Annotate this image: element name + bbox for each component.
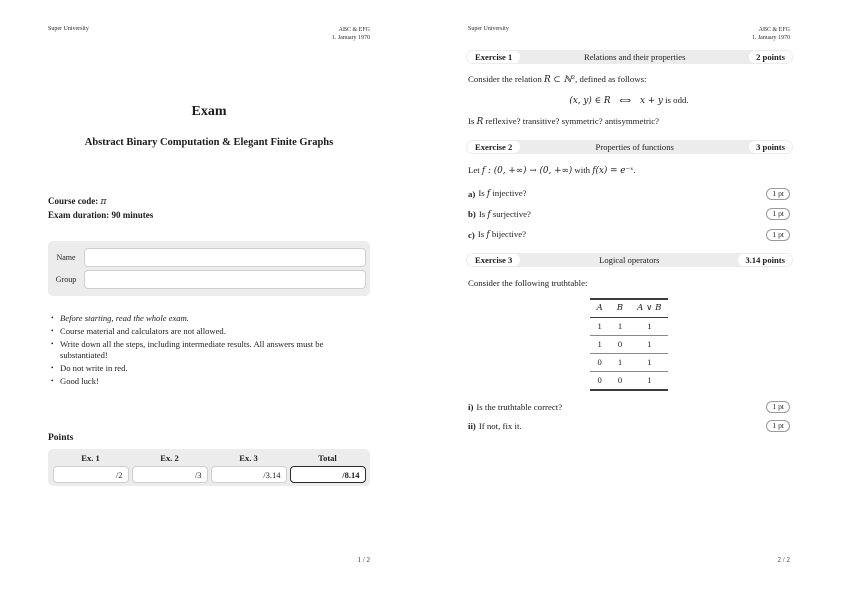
exam-duration-line: Exam duration: 90 minutes <box>48 210 154 221</box>
instruction-item: • Do not write in red. <box>48 363 370 375</box>
points-table <box>48 449 370 486</box>
question-text: If not, fix it. <box>478 421 522 432</box>
exercise-3-title: Logical operators <box>599 255 660 266</box>
points-score-box-ex2[interactable]: /3 <box>132 466 208 483</box>
page-number: 1 / 2 <box>357 556 370 564</box>
points-pill: 1 pt <box>766 188 790 200</box>
function-domain-math: f : (0, +∞) → (0, +∞) <box>481 166 573 177</box>
points-col-ex2 <box>132 452 208 483</box>
exercise-1-body <box>468 73 790 128</box>
name-label: Name <box>56 253 76 263</box>
truth-table-cell: 1 <box>647 321 652 332</box>
points-col-header: Total <box>318 453 337 464</box>
instruction-item: • Before starting, read the whole exam. <box>48 313 370 325</box>
question-text: Is the truthtable correct? <box>476 401 563 412</box>
exercise-1-title: Relations and their properties <box>583 52 686 63</box>
exam-date: 1. January 1970 <box>331 35 370 42</box>
question-ii-row <box>468 420 790 432</box>
points-heading: Points <box>48 433 74 444</box>
instruction-list <box>48 313 370 387</box>
points-pill: 1 pt <box>766 208 790 220</box>
exercise-1-badge: Exercise 1 <box>467 51 520 63</box>
instruction-item: • Write down all the steps, including intermediate results. All answers must be substantiated! <box>48 339 370 362</box>
points-pill: 1 pt <box>766 420 790 432</box>
instruction-item: • Good luck! <box>48 376 370 388</box>
relation-formula: (x, y) ∈ R ⟺ x + y is odd. <box>569 94 689 106</box>
course-short-name: ABC & EFG <box>758 27 790 33</box>
course-short-name: ABC & EFG <box>338 27 370 33</box>
question-marker: ii) <box>468 421 476 432</box>
truth-table-cell: 1 <box>597 339 602 350</box>
header-course-date <box>752 26 790 42</box>
exercise-2-banner <box>466 140 793 154</box>
course-code-line: Course code: π <box>48 196 107 208</box>
exercise-3-points-badge: 3.14 points <box>738 254 792 266</box>
exam-title: Exam <box>191 104 227 120</box>
exercise-3-banner <box>466 253 793 267</box>
truth-table-cell: 1 <box>617 321 623 332</box>
group-input[interactable] <box>84 270 366 289</box>
question-a-row <box>468 187 790 200</box>
truth-table-cell: 1 <box>647 357 652 368</box>
question-text: Is f injective? <box>478 188 527 200</box>
points-col-total <box>290 452 366 483</box>
course-info <box>48 195 370 222</box>
points-score-box-ex1[interactable]: /2 <box>53 466 129 483</box>
exercise-2-badge: Exercise 2 <box>467 141 520 153</box>
question-marker: a) <box>468 188 476 199</box>
truth-table-row <box>590 317 669 335</box>
function-rule-math: f(x) = e⁻ˣ <box>592 166 634 177</box>
exercise-2-intro: Let f : (0, +∞) → (0, +∞) with f(x) = e⁻ˣ. <box>468 165 636 177</box>
truth-table-cell: 0 <box>597 357 602 368</box>
truth-table-row <box>590 371 669 390</box>
truth-table-cell: 1 <box>647 339 652 350</box>
question-b-row <box>468 208 790 221</box>
question-text: Is f surjective? <box>478 208 531 220</box>
exercise-1-question: Is R reflexive? transitive? symmetric? antisymmetric? <box>468 115 660 127</box>
points-col-header: Ex. 2 <box>160 453 179 464</box>
exercise-2-title: Properties of functions <box>595 142 674 153</box>
points-pill: 1 pt <box>766 401 790 413</box>
points-col-ex1 <box>53 452 129 483</box>
truth-table-cell: 1 <box>597 321 602 332</box>
exercise-1-intro: Consider the relation R ⊂ ℕ², defined as follows: <box>468 74 647 86</box>
question-c-row <box>468 228 790 241</box>
points-score-box-total[interactable]: /8.14 <box>290 466 366 483</box>
truth-table-cell: 0 <box>617 339 623 350</box>
header-course-date <box>332 26 370 42</box>
truth-table-header: A ∨ B <box>637 303 662 314</box>
question-marker: c) <box>468 229 475 240</box>
question-text: Is f bijective? <box>477 229 527 241</box>
instruction-item: • Course material and calculators are not allowed. <box>48 326 370 338</box>
truth-table-cell: 1 <box>647 375 652 386</box>
course-code-value: π <box>100 197 107 208</box>
group-label: Group <box>55 275 77 285</box>
relation-definition-math: R ⊂ ℕ² <box>543 75 576 86</box>
group-field-row <box>48 270 366 289</box>
points-col-ex3 <box>211 452 287 483</box>
running-header <box>48 26 370 42</box>
question-marker: b) <box>468 209 476 220</box>
iff-arrow: ⟺ <box>619 95 631 105</box>
truth-table <box>590 298 669 391</box>
student-fields-panel <box>48 241 370 296</box>
truth-table-row <box>590 335 669 353</box>
exercise-2-body <box>468 164 790 241</box>
name-field-row <box>48 248 366 267</box>
points-pill: 1 pt <box>766 229 790 241</box>
exam-subtitle: Abstract Binary Computation & Elegant Finite Graphs <box>84 137 334 149</box>
points-col-header: Ex. 3 <box>239 453 258 464</box>
university-name: Super University <box>48 26 89 32</box>
truth-table-header-row <box>590 299 669 318</box>
points-col-header: Ex. 1 <box>81 453 100 464</box>
university-name: Super University <box>468 26 509 32</box>
question-i-row <box>468 401 790 413</box>
exercise-2-points-badge: 3 points <box>749 141 792 153</box>
exercise-3-intro: Consider the following truthtable: <box>468 278 588 289</box>
exercise-1-banner <box>466 50 793 64</box>
exercise-1-points-badge: 2 points <box>749 51 792 63</box>
truth-table-cell: 0 <box>617 375 623 386</box>
exam-date: 1. January 1970 <box>751 35 790 42</box>
truth-table-row <box>590 353 669 371</box>
page-number: 2 / 2 <box>777 556 790 564</box>
exercise-3-badge: Exercise 3 <box>467 254 520 266</box>
truth-table-cell: 0 <box>597 375 602 386</box>
points-score-box-ex3[interactable]: /3.14 <box>211 466 287 483</box>
running-header <box>468 26 790 42</box>
question-marker: i) <box>468 401 474 412</box>
truth-table-cell: 1 <box>617 357 623 368</box>
truth-table-header: A <box>596 303 603 314</box>
exercise-3-body <box>468 277 790 432</box>
name-input[interactable] <box>84 248 366 267</box>
truth-table-header: B <box>616 303 624 314</box>
exam-page-2 <box>421 0 842 595</box>
